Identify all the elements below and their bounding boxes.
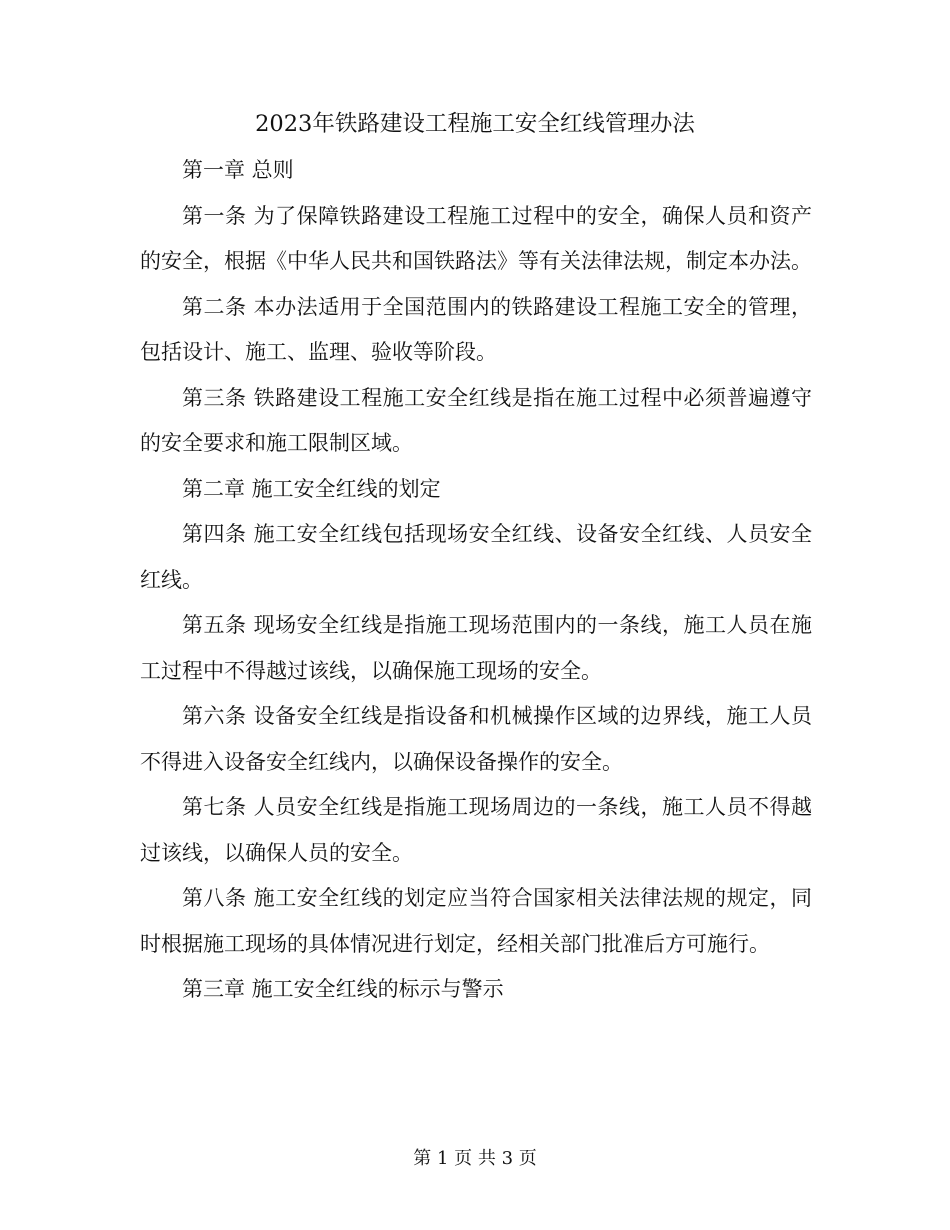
article-4: 第四条 施工安全红线包括现场安全红线、设备安全红线、人员安全红线。 xyxy=(140,522,812,592)
document-title: 2023年铁路建设工程施工安全红线管理办法 xyxy=(255,111,695,137)
article-3: 第三条 铁路建设工程施工安全红线是指在施工过程中必须普遍遵守的安全要求和施工限制区域。 xyxy=(140,385,812,455)
article-8: 第八条 施工安全红线的划定应当符合国家相关法律法规的规定，同时根据施工现场的具体情况进行划定，经相关部门批准后方可施行。 xyxy=(140,886,812,956)
article-7: 第七条 人员安全红线是指施工现场周边的一条线，施工人员不得越过该线，以确保人员的安全。 xyxy=(140,795,812,865)
article-5: 第五条 现场安全红线是指施工现场范围内的一条线，施工人员在施工过程中不得越过该线，以确保施工现场的安全。 xyxy=(140,613,812,683)
chapter-heading-2: 第二章 施工安全红线的划定 xyxy=(182,476,441,501)
article-2: 第二条 本办法适用于全国范围内的铁路建设工程施工安全的管理，包括设计、施工、监理、验收等阶段。 xyxy=(140,294,812,364)
chapter-heading-3: 第三章 施工安全红线的标示与警示 xyxy=(182,977,504,1001)
article-6: 第六条 设备安全红线是指设备和机械操作区域的边界线，施工人员不得进入设备安全红线内，以确保设备操作的安全。 xyxy=(140,704,812,774)
page-number-footer: 第 1 页 共 3 页 xyxy=(413,1148,537,1169)
document-body xyxy=(140,148,812,1013)
chapter-heading-1: 第一章 总则 xyxy=(182,158,294,182)
article-1: 第一条 为了保障铁路建设工程施工过程中的安全，确保人员和资产的安全，根据《中华人民共和国铁路法》等有关法律法规，制定本办法。 xyxy=(140,203,812,273)
